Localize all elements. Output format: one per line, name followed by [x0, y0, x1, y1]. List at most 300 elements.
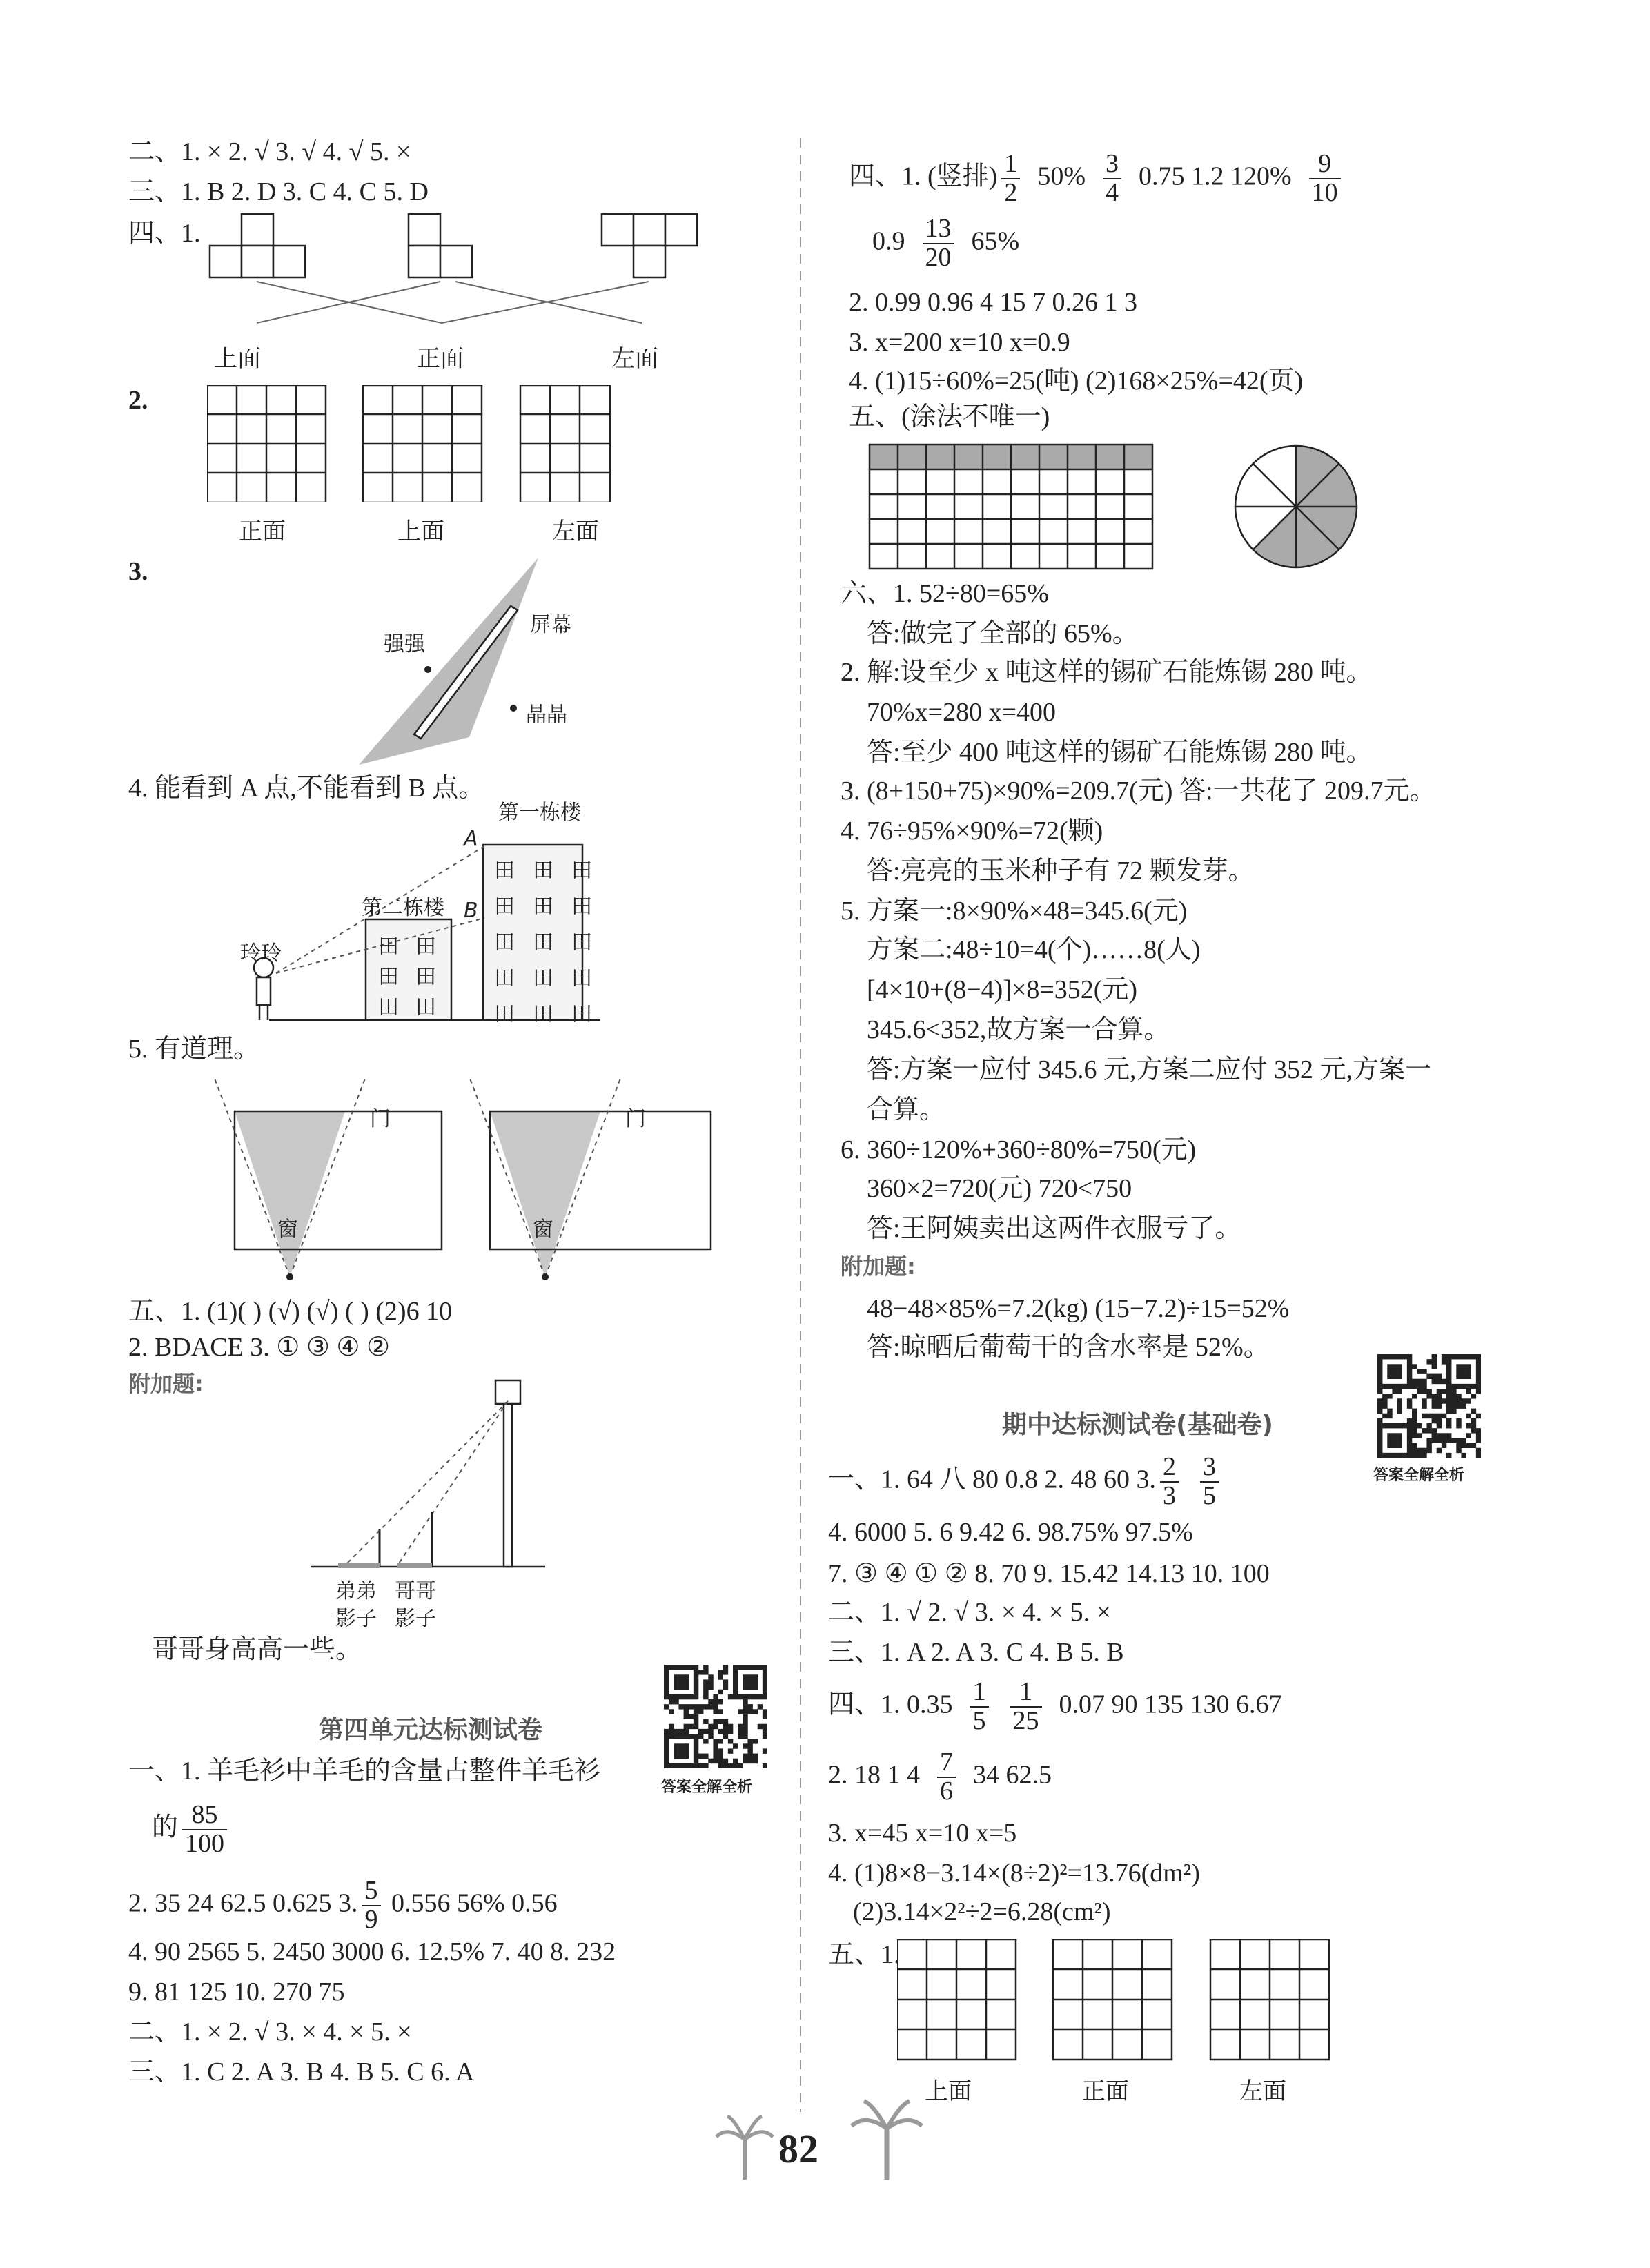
qr-module: [1432, 1379, 1437, 1384]
qr-module: [1397, 1423, 1402, 1428]
qr-module: [1432, 1398, 1437, 1403]
qr-module: [1412, 1453, 1417, 1458]
qr-module: [747, 1748, 752, 1753]
lingling-body: [257, 977, 271, 1005]
qr-module: [684, 1754, 689, 1759]
qr-module: [689, 1714, 694, 1719]
qr-module: [1446, 1423, 1451, 1428]
qr-module: [1392, 1389, 1397, 1394]
qr-module: [1422, 1389, 1426, 1394]
qr-module: [733, 1685, 738, 1690]
qr-module: [684, 1743, 689, 1748]
answer-line: 二、1. × 2. √ 3. √ 4. √ 5. ×: [128, 137, 411, 166]
window-icon: 田: [571, 966, 610, 990]
pie-lines: [1235, 446, 1357, 567]
answer-line: 合算。: [867, 1095, 946, 1124]
qr-module: [1387, 1438, 1392, 1443]
qr-module: [743, 1743, 747, 1748]
qr-module: [1432, 1354, 1437, 1359]
qr-module: [684, 1704, 689, 1709]
qr-module: [694, 1719, 698, 1724]
qr-module: [1456, 1369, 1461, 1373]
first-building-label: 第一栋楼: [498, 801, 581, 825]
qr-module: [689, 1763, 694, 1768]
qr-module: [1377, 1403, 1382, 1408]
qr-module: [1417, 1369, 1422, 1373]
qr-module: [1476, 1453, 1481, 1458]
qr-module: [1471, 1409, 1476, 1414]
qr-module: [1397, 1389, 1402, 1394]
qr-module: [1471, 1423, 1476, 1428]
qr-module: [743, 1679, 747, 1684]
denominator: 9: [364, 1904, 378, 1934]
answer-line: 7. ③ ④ ① ② 8. 70 9. 15.42 14.13 10. 100: [828, 1559, 1270, 1588]
answer-line: 4. 90 2565 5. 2450 3000 6. 12.5% 7. 40 8. 232: [128, 1937, 616, 1966]
qr-module: [1422, 1453, 1426, 1458]
qr-module: [723, 1670, 728, 1674]
cube-face: [210, 246, 242, 277]
fraction: [1160, 1454, 1179, 1510]
qr-module: [678, 1704, 683, 1709]
qr-module: [718, 1739, 723, 1743]
qr-module: [733, 1665, 738, 1670]
qr-module: [669, 1763, 674, 1768]
qr-module: [708, 1699, 713, 1704]
qr-module: [1426, 1374, 1431, 1379]
qr-module: [743, 1709, 747, 1714]
qr-module: [723, 1679, 728, 1684]
door-label: 门: [625, 1107, 646, 1131]
qr-module: [694, 1763, 698, 1768]
qr-module: [674, 1699, 678, 1704]
qr-module: [664, 1690, 669, 1694]
qr-module: [684, 1665, 689, 1670]
qr-module: [1461, 1374, 1466, 1379]
screen-svg: [345, 558, 552, 772]
qr-module: [758, 1694, 763, 1699]
qr-module: [678, 1763, 683, 1768]
qr-module: [684, 1679, 689, 1684]
qr-module: [1471, 1418, 1476, 1423]
view-region-2: [490, 1111, 600, 1277]
answer-line: 答:王阿姨卖出这两件衣服亏了。: [867, 1214, 1241, 1243]
older-text: 哥哥: [395, 1579, 436, 1603]
qr-module: [1446, 1389, 1451, 1394]
numerator: 3: [1103, 150, 1121, 179]
qr-module: [1446, 1384, 1451, 1389]
qr-module: [1387, 1384, 1392, 1389]
qr-module: [753, 1685, 758, 1690]
answer-line: 三、1. C 2. A 3. B 4. B 5. C 6. A: [128, 2057, 475, 2086]
qr-module: [1382, 1384, 1387, 1389]
qr-module: [1437, 1433, 1442, 1438]
qr-module: [758, 1665, 763, 1670]
palm-leaves: [716, 2116, 773, 2140]
numerator: 5: [362, 1877, 381, 1906]
qr-module: [728, 1739, 733, 1743]
qr-module: [723, 1665, 728, 1670]
fraction: [923, 215, 954, 272]
qr-module: [708, 1729, 713, 1734]
qr-module: [1456, 1394, 1461, 1398]
grid-views: [207, 385, 621, 502]
qr-module: [1377, 1398, 1382, 1403]
fraction: [362, 1877, 381, 1934]
qr-code[interactable]: [664, 1665, 767, 1775]
view-label: 上面: [214, 345, 261, 373]
qr-module: [664, 1704, 669, 1709]
qr-module: [1392, 1384, 1397, 1389]
window-icon: 田: [494, 895, 533, 919]
window-icon: 田: [494, 930, 533, 955]
qr-module: [689, 1734, 694, 1739]
grid-lines: [207, 385, 326, 502]
qr-module: [1437, 1379, 1442, 1384]
qr-module: [1382, 1414, 1387, 1418]
qr-module: [694, 1690, 698, 1694]
qr-module: [1461, 1443, 1466, 1448]
view-label: 左面: [1239, 2078, 1286, 2105]
numerator: 13: [923, 215, 954, 244]
qr-module: [1451, 1398, 1456, 1403]
window-icon: 田: [494, 1002, 533, 1026]
qr-module: [694, 1714, 698, 1719]
qr-module: [1476, 1354, 1481, 1359]
answer-line: 五、(涂法不唯一): [849, 402, 1050, 431]
cube-face: [242, 214, 273, 246]
qr-module: [1392, 1423, 1397, 1428]
qr-module: [723, 1724, 728, 1729]
qr-module: [694, 1694, 698, 1699]
answer-line: 答:至少 400 吨这样的锡矿石能炼锡 280 吨。: [867, 738, 1373, 767]
qr-module: [743, 1719, 747, 1724]
qr-module: [723, 1763, 728, 1768]
qr-module: [763, 1694, 767, 1699]
qr-module: [1387, 1364, 1392, 1369]
younger-label: [335, 1578, 377, 1633]
window-icon: 田: [415, 935, 453, 959]
window-icon: 田: [378, 995, 415, 1019]
grid-lines: [1053, 1939, 1172, 2060]
older-shadow: [397, 1563, 432, 1568]
qr-module: [738, 1724, 743, 1729]
answer-line: 二、1. × 2. √ 3. × 4. × 5. ×: [128, 2017, 412, 2046]
qr-module: [1461, 1398, 1466, 1403]
qr-module: [1412, 1364, 1417, 1369]
qr-module: [747, 1674, 752, 1679]
qr-module: [1437, 1448, 1442, 1453]
qr-module: [1387, 1369, 1392, 1373]
midterm-title: 期中达标测试卷(基础卷): [1002, 1411, 1273, 1439]
answer-line: 3. x=200 x=10 x=0.9: [849, 328, 1070, 357]
qr-module: [1412, 1448, 1417, 1453]
qr-module: [703, 1690, 708, 1694]
qr-module: [1422, 1384, 1426, 1389]
qr-module: [763, 1674, 767, 1679]
qr-module: [763, 1665, 767, 1670]
qr-module: [1446, 1418, 1451, 1423]
qr-module: [1437, 1398, 1442, 1403]
text: 四、1. 0.35: [828, 1690, 953, 1719]
qr-module: [694, 1759, 698, 1763]
qr-module: [698, 1709, 703, 1714]
qr-module: [1426, 1394, 1431, 1398]
qr-module: [1382, 1423, 1387, 1428]
qr-module: [1422, 1369, 1426, 1373]
qr-module: [664, 1694, 669, 1699]
answer-line: 2. 解:设至少 x 吨这样的锡矿石能炼锡 280 吨。: [841, 658, 1373, 687]
qr-module: [1442, 1389, 1446, 1394]
qr-module: [713, 1709, 718, 1714]
qr-module: [703, 1739, 708, 1743]
qr-module: [1382, 1403, 1387, 1408]
qr-module: [1446, 1354, 1451, 1359]
qr-module: [763, 1685, 767, 1690]
qr-module: [723, 1729, 728, 1734]
qr-module: [1451, 1384, 1456, 1389]
view-region-1: [235, 1111, 345, 1277]
view-label: 左面: [611, 345, 658, 373]
answer-line: 五、1.: [828, 1940, 901, 1969]
numerator: 1: [1010, 1679, 1042, 1708]
fraction: [937, 1749, 956, 1806]
qr-module: [1446, 1409, 1451, 1414]
qr-module: [1387, 1409, 1392, 1414]
qr-module: [1456, 1364, 1461, 1369]
answer-line: 345.6<352,故方案一合算。: [867, 1015, 1170, 1044]
answer-line: 4. (1)8×8−3.14×(8÷2)²=13.76(dm²): [828, 1859, 1200, 1888]
text: 0.9: [872, 226, 905, 256]
qr-module: [1422, 1414, 1426, 1418]
qr-module: [753, 1665, 758, 1670]
qr-module: [1397, 1354, 1402, 1359]
qr-module: [1432, 1414, 1437, 1418]
qr-module: [1402, 1354, 1407, 1359]
qr-module: [1461, 1438, 1466, 1443]
qr-module: [1471, 1394, 1476, 1398]
qr-module: [1437, 1438, 1442, 1443]
answer-line: 2. BDACE 3. ① ③ ④ ②: [128, 1333, 391, 1362]
qr-module: [1377, 1438, 1382, 1443]
qr-module: [1397, 1369, 1402, 1373]
qr-module: [747, 1679, 752, 1684]
qr-module: [703, 1670, 708, 1674]
qr-module: [718, 1759, 723, 1763]
qr-module: [1412, 1414, 1417, 1418]
qr-module: [1476, 1433, 1481, 1438]
light-ray: [397, 1401, 508, 1565]
qr-module: [684, 1763, 689, 1768]
grid-lines: [520, 385, 610, 502]
qr-module: [1456, 1398, 1461, 1403]
qr-module: [1461, 1384, 1466, 1389]
qr-module: [674, 1679, 678, 1684]
qr-module: [694, 1670, 698, 1674]
second-building-label: 第二栋楼: [362, 896, 444, 920]
qr-module: [708, 1685, 713, 1690]
qr-module: [1442, 1438, 1446, 1443]
qr-module: [1407, 1403, 1412, 1408]
qr-module: [694, 1743, 698, 1748]
qr-module: [694, 1685, 698, 1690]
qr-module: [1397, 1438, 1402, 1443]
qr-module: [713, 1748, 718, 1753]
qr-module: [1466, 1398, 1471, 1403]
qr-module: [1461, 1364, 1466, 1369]
qr-module: [1407, 1453, 1412, 1458]
qr-module: [1382, 1354, 1387, 1359]
qr-module: [708, 1734, 713, 1739]
qr-module: [743, 1685, 747, 1690]
qr-module: [1397, 1403, 1402, 1408]
qr-module: [684, 1694, 689, 1699]
qr-module: [733, 1759, 738, 1763]
qr-module: [763, 1709, 767, 1714]
older-label: [395, 1578, 436, 1633]
qr-module: [733, 1674, 738, 1679]
qr-module: [1442, 1359, 1446, 1364]
qr-caption: 答案全解全析: [661, 1779, 753, 1796]
qr-module: [1471, 1428, 1476, 1433]
view-label: 左面: [552, 518, 599, 545]
qr-module: [728, 1729, 733, 1734]
qr-module: [674, 1743, 678, 1748]
grid-lines: [897, 1939, 1016, 2060]
qr-module: [747, 1685, 752, 1690]
numerator: 85: [182, 1801, 227, 1830]
qr-module: [669, 1699, 674, 1704]
shaded-sector: [1253, 507, 1296, 567]
qr-module: [1466, 1389, 1471, 1394]
window-icon: 田: [533, 930, 571, 955]
qr-code[interactable]: [1377, 1354, 1481, 1465]
qr-module: [698, 1734, 703, 1739]
qr-module: [753, 1694, 758, 1699]
qr-module: [689, 1694, 694, 1699]
qr-module: [1442, 1379, 1446, 1384]
answer-line: 三、1. B 2. D 3. C 4. C 5. D: [128, 177, 429, 206]
qr-module: [684, 1734, 689, 1739]
qr-module: [713, 1724, 718, 1729]
qr-module: [669, 1734, 674, 1739]
text: 四、1. (竖排): [849, 162, 998, 191]
qr-module: [1407, 1428, 1412, 1433]
qr-module: [743, 1699, 747, 1704]
denominator: 2: [1004, 177, 1018, 207]
denominator: 25: [1012, 1705, 1039, 1735]
qr-module: [1397, 1443, 1402, 1448]
qr-module: [698, 1763, 703, 1768]
pie-svg: [1232, 443, 1359, 570]
qr-module: [758, 1724, 763, 1729]
window-icon: 田: [571, 930, 610, 955]
qr-module: [728, 1763, 733, 1768]
qr-module: [763, 1734, 767, 1739]
qr-module: [669, 1724, 674, 1729]
qr-module: [669, 1729, 674, 1734]
qr-module: [1382, 1398, 1387, 1403]
fraction: [182, 1801, 227, 1858]
fraction: [1103, 150, 1121, 207]
denominator: 5: [1203, 1480, 1217, 1510]
qr-module: [713, 1694, 718, 1699]
qr-module: [669, 1694, 674, 1699]
qr-module: [718, 1754, 723, 1759]
page-number: 82: [778, 2127, 818, 2171]
qr-module: [1476, 1384, 1481, 1389]
qr-module: [1407, 1398, 1412, 1403]
qr-module: [1446, 1379, 1451, 1384]
qr-module: [1387, 1374, 1392, 1379]
qr-module: [738, 1734, 743, 1739]
cube-face: [242, 246, 273, 277]
qr-module: [1407, 1418, 1412, 1423]
numerator: 2: [1160, 1454, 1179, 1483]
answer-line: 4. (1)15÷60%=25(吨) (2)168×25%=42(页): [849, 366, 1304, 395]
answer-line: 答:晾晒后葡萄干的含水率是 52%。: [867, 1333, 1270, 1362]
qr-module: [1407, 1369, 1412, 1373]
qr-module: [1432, 1433, 1437, 1438]
qr-module: [674, 1685, 678, 1690]
bonus-heading: 附加题:: [128, 1371, 204, 1397]
text: 0.07 90 135 130 6.67: [1059, 1690, 1282, 1719]
qr-module: [1377, 1364, 1382, 1369]
answer-line: [828, 1749, 1052, 1806]
qr-module: [1446, 1398, 1451, 1403]
qr-module: [1412, 1394, 1417, 1398]
qr-module: [1417, 1448, 1422, 1453]
answer-line: 2.: [128, 386, 148, 415]
numerator: 9: [1309, 150, 1341, 179]
qr-module: [1466, 1433, 1471, 1438]
qr-module: [703, 1694, 708, 1699]
qr-module: [1446, 1364, 1451, 1369]
qr-module: [1437, 1389, 1442, 1394]
denominator: 10: [1311, 177, 1338, 207]
qr-module: [1377, 1359, 1382, 1364]
qr-module: [694, 1734, 698, 1739]
cube-face: [273, 246, 305, 277]
qr-module: [1476, 1448, 1481, 1453]
qr-module: [1466, 1364, 1471, 1369]
qr-svg: [664, 1665, 767, 1768]
qr-module: [678, 1748, 683, 1753]
qr-module: [703, 1679, 708, 1684]
qr-module: [1466, 1443, 1471, 1448]
qr-module: [703, 1685, 708, 1690]
palm-svg: [849, 2098, 925, 2181]
qr-module: [1387, 1453, 1392, 1458]
answer-line: [4×10+(8−4)]×8=352(元): [867, 975, 1138, 1004]
answer-line: [872, 215, 1019, 272]
answer-line: [152, 1801, 231, 1858]
answer-line: (2)3.14×2²÷2=6.28(cm²): [853, 1897, 1111, 1926]
fraction: [970, 1679, 989, 1735]
qr-module: [758, 1704, 763, 1709]
qr-module: [684, 1714, 689, 1719]
qr-module: [1476, 1364, 1481, 1369]
qr-module: [1437, 1423, 1442, 1428]
qr-module: [1456, 1403, 1461, 1408]
qr-module: [1412, 1379, 1417, 1384]
qr-module: [713, 1719, 718, 1724]
qr-module: [763, 1690, 767, 1694]
qr-module: [1407, 1374, 1412, 1379]
cube-face: [409, 246, 440, 277]
midterm-grid-svg: [897, 1939, 1332, 2064]
qr-module: [1432, 1364, 1437, 1369]
qr-module: [763, 1748, 767, 1753]
